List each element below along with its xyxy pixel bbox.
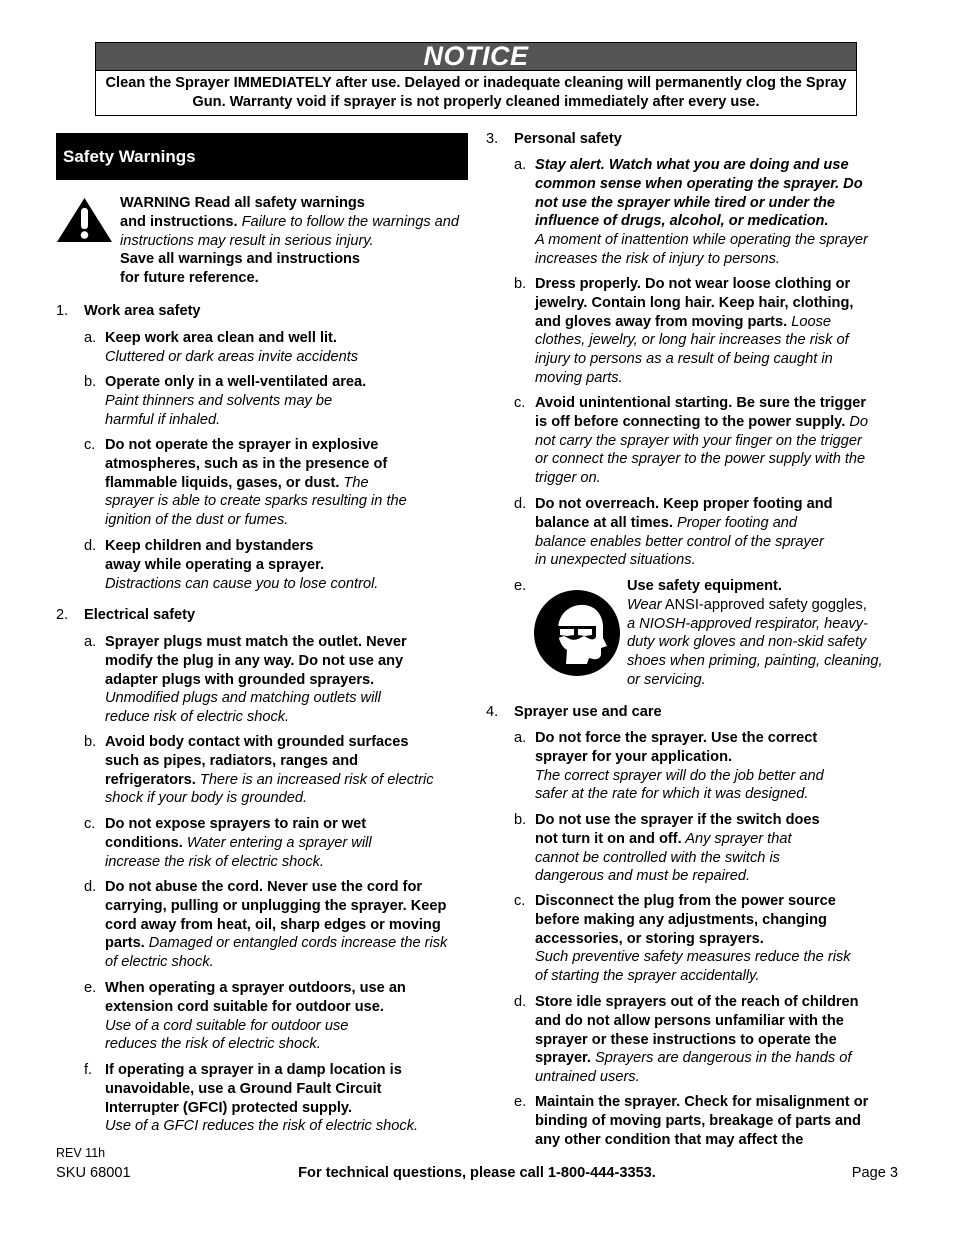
item-letter: a. [84, 330, 97, 346]
item-italic: Any sprayer that cannot be controlled with the switch is dangerous and must be repaired. [535, 830, 792, 885]
item-letter: c. [84, 437, 96, 453]
item-letter: b. [514, 276, 527, 292]
item-letter: b. [84, 374, 97, 390]
item-bold: If operating a sprayer in a damp location is unavoidable, use a Ground Fault Circuit Interrupter (GFCI) protected supply. [105, 1062, 402, 1116]
section-title: Sprayer use and care [514, 704, 662, 720]
item-italic: Do not carry the sprayer with your finger on the trigger or connect the sprayer to the power supply with the trigger on. [535, 413, 868, 487]
item-italic: Paint thinners and solvents may be harmful if inhaled. [105, 392, 333, 428]
notice-header [96, 43, 856, 71]
item-bold: Do not abuse the cord. Never use the cord for carrying, pulling or unplugging the sprayer. Keep cord away from heat, oil, sharp edges or moving parts. [105, 879, 447, 952]
item-letter: c. [514, 893, 526, 909]
item-letter: d. [514, 994, 527, 1010]
item-bold: Sprayer plugs must match the outlet. Never modify the plug in any way. Do not use any adapter plugs with grounded sprayers. [105, 634, 407, 688]
warning-block [120, 194, 460, 288]
item-italic: The sprayer is able to create sparks resulting in the ignition of the dust or fumes. [105, 474, 407, 529]
item-italic: Sprayers are dangerous in the hands of untrained users. [535, 1050, 852, 1086]
item-letter: e. [514, 1094, 527, 1110]
section-title: Personal safety [514, 131, 622, 147]
safety-warnings-title: Safety Warnings [63, 147, 196, 166]
item-bold: Do not overreach. Keep proper footing and balance at all times. [535, 496, 833, 531]
notice-text: Clean the Sprayer IMMEDIATELY after use. Delayed or inadequate cleaning will permanently clog the Spray Gun. Warranty void if sprayer is not properly cleaned immediately after every use. [105, 75, 847, 110]
item-italic: Distractions can cause you to lose control. [105, 575, 379, 592]
item-italic: Wear [627, 596, 662, 613]
item-bold: When operating a sprayer outdoors, use an extension cord suitable for outdoor use. [105, 980, 406, 1015]
item-letter: e. [514, 578, 527, 594]
item-bold: Avoid unintentional starting. Be sure the trigger is off before connecting to the power supply. [535, 395, 867, 430]
item-bold: Maintain the sprayer. Check for misalignment or binding of moving parts, breakage of parts and any other condition that may affect the [535, 1094, 869, 1148]
item-bold-italic: Stay alert. Watch what you are doing and use common sense when operating the sprayer. Do not use the sprayer while tired or under the influence of drugs, alcohol, or medication. [535, 157, 863, 230]
sku-label: SKU 68001 [56, 1165, 131, 1181]
item-italic: Use of a GFCI reduces the risk of electric shock. [105, 1118, 419, 1135]
item-italic: Proper footing and balance enables better control of the sprayer in unexpected situations. [535, 514, 824, 569]
item-bold: Avoid body contact with grounded surfaces such as pipes, radiators, ranges and refrigerators. [105, 734, 409, 788]
item-bold: Keep children and bystanders away while operating a sprayer. [105, 538, 324, 573]
notice-box [95, 42, 857, 116]
item-bold: Do not force the sprayer. Use the correct sprayer for your application. [535, 730, 818, 765]
warning-line-1: WARNING Read all safety warnings [120, 195, 365, 211]
section-title: Electrical safety [84, 607, 196, 623]
item-italic: The correct sprayer will do the job better and safer at the rate for which it was designed. [535, 767, 824, 803]
safety-equipment-text [627, 577, 897, 690]
item-italic: Damaged or entangled cords increase the risk of electric shock. [105, 935, 448, 971]
safety-goggles-icon [534, 590, 620, 676]
item-bold: Use safety equipment. [627, 578, 782, 594]
item-letter: a. [514, 730, 527, 746]
item-bold: Dress properly. Do not wear loose clothing or jewelry. Contain long hair. Keep hair, clothing, and gloves away from moving parts. [535, 276, 854, 330]
warning-line-2: and instructions. [120, 213, 238, 230]
section-number: 4. [486, 704, 499, 720]
tech-support-line: For technical questions, please call 1-800-444-3353. [298, 1165, 656, 1181]
warning-italic: Failure to follow the warnings and instructions may result in serious injury. [120, 213, 460, 249]
item-italic: Such preventive safety measures reduce the risk of starting the sprayer accidentally. [535, 949, 851, 985]
item-italic: There is an increased risk of electric shock if your body is grounded. [105, 771, 434, 807]
item-bold: Store idle sprayers out of the reach of children and do not allow persons unfamiliar with the sprayer or these instructions to operate the sprayer. [535, 994, 859, 1067]
item-bold: Do not expose sprayers to rain or wet conditions. [105, 816, 367, 851]
item-letter: c. [514, 395, 526, 411]
item-letter: a. [84, 634, 97, 650]
warning-line-4: for future reference. [120, 270, 259, 287]
section-number: 2. [56, 607, 69, 623]
item-letter: f. [84, 1062, 93, 1078]
section-title: Work area safety [84, 303, 201, 319]
item-letter: e. [84, 980, 97, 996]
item-italic: Water entering a sprayer will increase the risk of electric shock. [105, 834, 372, 870]
warning-line-3: Save all warnings and instructions [120, 251, 361, 268]
item-normal: ANSI-approved safety goggles, [661, 596, 867, 613]
item-italic: Use of a cord suitable for outdoor use reduces the risk of electric shock. [105, 1017, 349, 1053]
item-letter: c. [84, 816, 96, 832]
item-letter: d. [84, 538, 97, 554]
item-italic: a NIOSH-approved respirator, heavy-duty work gloves and non-skid safety shoes when priming, painting, cleaning, or servicing. [627, 615, 883, 688]
page-number: Page 3 [851, 1165, 898, 1181]
item-bold: Keep work area clean and well lit. [105, 330, 337, 346]
item-letter: a. [514, 157, 527, 173]
warning-triangle-icon [56, 197, 113, 243]
item-italic: Loose clothes, jewelry, or long hair increases the risk of injury to persons as a result of being caught in moving parts. [535, 313, 849, 386]
item-italic: Unmodified plugs and matching outlets will reduce risk of electric shock. [105, 690, 381, 726]
section-number: 3. [486, 131, 499, 147]
item-bold: Do not operate the sprayer in explosive atmospheres, such as in the presence of flammable liquids, gases, or dust. [105, 437, 388, 491]
item-bold: Do not use the sprayer if the switch does not turn it on and off. [535, 812, 820, 847]
item-bold: Operate only in a well-ventilated area. [105, 374, 367, 390]
item-letter: b. [514, 812, 527, 828]
section-number: 1. [56, 303, 69, 319]
safety-warnings-header [56, 133, 468, 180]
item-letter: d. [514, 496, 527, 512]
revision-label: REV 11h [56, 1146, 106, 1160]
item-bold: Disconnect the plug from the power source before making any adjustments, changing accessories, or storing sprayers. [535, 893, 836, 947]
item-letter: b. [84, 734, 97, 750]
notice-title: NOTICE [423, 41, 529, 71]
item-italic: A moment of inattention while operating the sprayer increases the risk of injury to persons. [535, 232, 868, 267]
item-letter: d. [84, 879, 97, 895]
item-italic: Cluttered or dark areas invite accidents [105, 348, 359, 365]
